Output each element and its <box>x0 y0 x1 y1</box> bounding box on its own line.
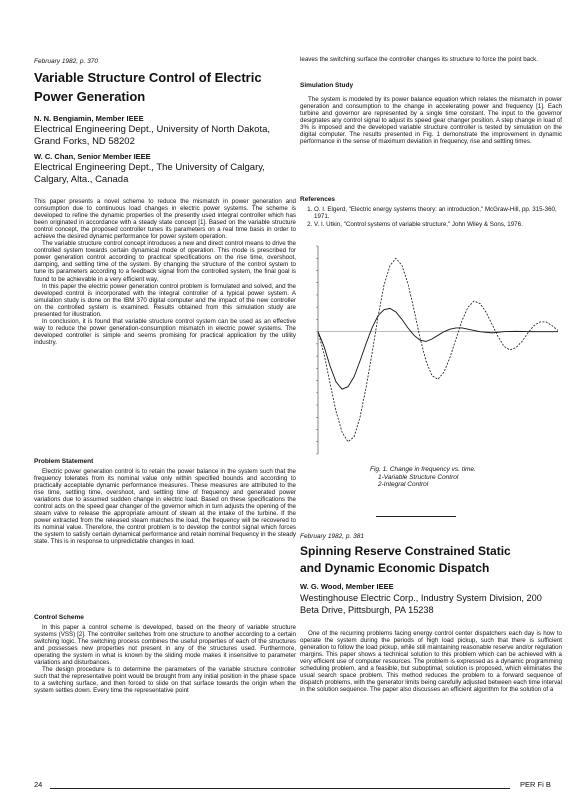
journal-footer: PER Fi B <box>520 780 551 789</box>
control-scheme-text <box>34 624 296 694</box>
abstract-paragraph: In this paper the electric power generation control problem is formulated and solved, and the developed control is incorporated with the integral controller of a typical power system. A simulation study is done on the IBM 370 digital computer and the impact of the new controller on the controlled system is examined. Results obtained from this simulation study are presented for illustration. <box>34 282 296 318</box>
article2-author: W. G. Wood, Member IEEE <box>300 582 394 591</box>
abstract-paragraph: The variable structure control concept introduces a new and direct control means to drive the controlled system towards certain dynamical mode of operation. This mode is prescribed for power generation control according to practical specifications on the rise time, overshoot, damping, and settling time of the system. By changing the structure of the control system to tune its parameters according to a feedback signal from the controlled system, the final goal is found to be achievable in a very efficient way. <box>34 240 296 283</box>
problem-statement-heading: Problem Statement <box>34 458 94 465</box>
figure-legend-item: 2-Integral Control <box>378 481 429 489</box>
simulation-paragraph: The system is modeled by its power balance equation which relates the mismatch in power generation and consumption to the change in accelerating power and frequency [1]. Each turbine and governor are represented by a single time constant. The input to the governor designates any control signal to adjust its speed gear changer position. A step change in load of 3% is imposed and the developed variable structure controller is tested by simulation on the digital computer. The results presented in Fig. 1 demonstrate the improvement in dynamic performance in the sense of maximum deviation in frequency, rise and settling times. <box>300 96 562 146</box>
frequency-figure <box>300 240 562 460</box>
simulation-study-heading: Simulation Study <box>300 82 354 89</box>
article2-paragraph: One of the recurring problems facing energy control center dispatchers each day is how to operate the system during the periods of high load pickup, such that there is sufficient generation to follow the load pickup, while still maintaining reasonable reserve and/or regulation margins. This paper shows a technical solution to this problem which can be achieved with a very efficient use of computer resources. The problem is expressed as a dynamic programming scheduling problem, and a feasible, but suboptimal, solution is proposed, which eliminates the usual search space problem. This method reduces the problem to a forward sequence of dispatch problems, with the generator limits being carefully adjusted between each time interval in the solution sequence. The paper also discusses an efficient algorithm for the solution of a <box>300 630 562 694</box>
problem-statement-text <box>34 468 296 546</box>
article1-title-line1: Variable Structure Control of Electric <box>34 70 262 85</box>
continued-paragraph: leaves the switching surface the controller changes its structure to force the point back. <box>300 56 538 63</box>
references-heading: References <box>300 196 336 203</box>
reference-item: 1. O. I. Elgerd, "Electric energy systems theory: an introduction," McGraw-Hill, pp. 315-360, 1971. <box>314 206 562 221</box>
article2-title-line2: and Dynamic Economic Dispatch <box>300 560 490 575</box>
abstract-paragraph: This paper presents a novel scheme to reduce the mismatch in power generation and consumption due to continuous load changes in electric power systems. The scheme is developed to refine the dynamic properties of the presently used integral controller which has been originated in accordance with a steady state concept [1]. Based on the variable structure control concept, the proposed controller tunes its parameters on a real time basis in order to achieve the desired dynamic performance for power system operation. <box>34 198 296 241</box>
problem-paragraph: Electric power generation control is to retain the power balance in the system such that the frequency tolerates from its nominal value only within specified bounds and according to practically acceptable dynamic performance measures. These measures are attributed to the rise time, settling time, overshoot, and settling time of frequency and generated power variations due to assumed sudden change in electric load. Based on these specifications the control acts on the speed gear changer of the governor which in turn adjusts the opening of the steam valve to release the appropriate amount of steam at the intake of the turbine. If the power extracted from the released steam matches the load, the frequency will be recovered to its nominal value. Therefore, the control problem is to develop the control signal which forces the system to satisfy certain dynamical performance and retain nominal frequency in the steady state. This is in response to unpredictable changes in load. <box>34 468 296 546</box>
article2-date-line: February 1982, p. 381 <box>300 533 364 540</box>
series-line-1 <box>318 308 558 389</box>
article1-affil1: Electrical Engineering Dept., University of North Dakota, Grand Forks, ND 58202 <box>34 124 271 148</box>
abstract-paragraph: In conclusion, it is found that variable structure control system can be used as an effective way to reduce the power generation-consumption mismatch in electric power systems. The developed controller is simple and seems promising for practical application by the utility industry. <box>34 317 296 346</box>
frequency-chart <box>300 240 562 460</box>
separator-rule <box>376 516 456 517</box>
figure-caption-title: Fig. 1. Change in frequency vs. time. <box>370 466 476 473</box>
article2-title-line1: Spinning Reserve Constrained Static <box>300 544 511 558</box>
article1-author2: W. C. Chan, Senior Member IEEE <box>34 152 151 161</box>
series-line-2 <box>318 258 558 442</box>
article1-title-line2: Power Generation <box>34 89 146 104</box>
article2-title <box>300 543 562 576</box>
article1-continued-text <box>300 56 562 63</box>
control-scheme-heading: Control Scheme <box>34 614 84 621</box>
figure-legend-item: 1-Variable Structure Control <box>378 473 459 481</box>
footer-rule <box>50 788 510 789</box>
reference-item: 2. V. I. Utkin, "Control systems of variable structure," John Wiley & Sons, 1976. <box>314 221 562 228</box>
article1-affil2: Electrical Engineering Dept., The University of Calgary, Calgary, Alta., Canada <box>34 162 265 186</box>
figure-caption <box>370 466 570 489</box>
page-number: 24 <box>34 780 43 789</box>
article2-text <box>300 630 562 693</box>
article1-author1: N. N. Bengiamin, Member IEEE <box>34 114 144 123</box>
simulation-study-text <box>300 96 562 145</box>
control-paragraph: The design procedure is to determine the parameters of the variable structure controller such that the representative point would be brought from any initial position in the phase space to a switching surface, and then forced to slide on that surface towards the origin when the system settles down. Every time the representative point <box>34 666 296 695</box>
article1-date-line: February 1982, p. 370 <box>34 58 98 65</box>
references-list <box>300 206 562 228</box>
article1-abstract <box>34 198 296 346</box>
article2-affil: Westinghouse Electric Corp., Industry System Division, 200 Beta Drive, Pittsburgh, PA 15238 <box>300 593 542 616</box>
control-paragraph: In this paper a control scheme is developed, based on the theory of variable structure systems (VSS) [2]. The controller switches from one structure to another according to a certain switching logic. The switching process combines the useful properties of each of the structures and possesses new properties not present in any of the structures used. Furthermore, operating the system in what is known by the sliding mode makes it insensitive to parameter variations and disturbances. <box>34 624 296 667</box>
article1-title <box>34 68 296 106</box>
